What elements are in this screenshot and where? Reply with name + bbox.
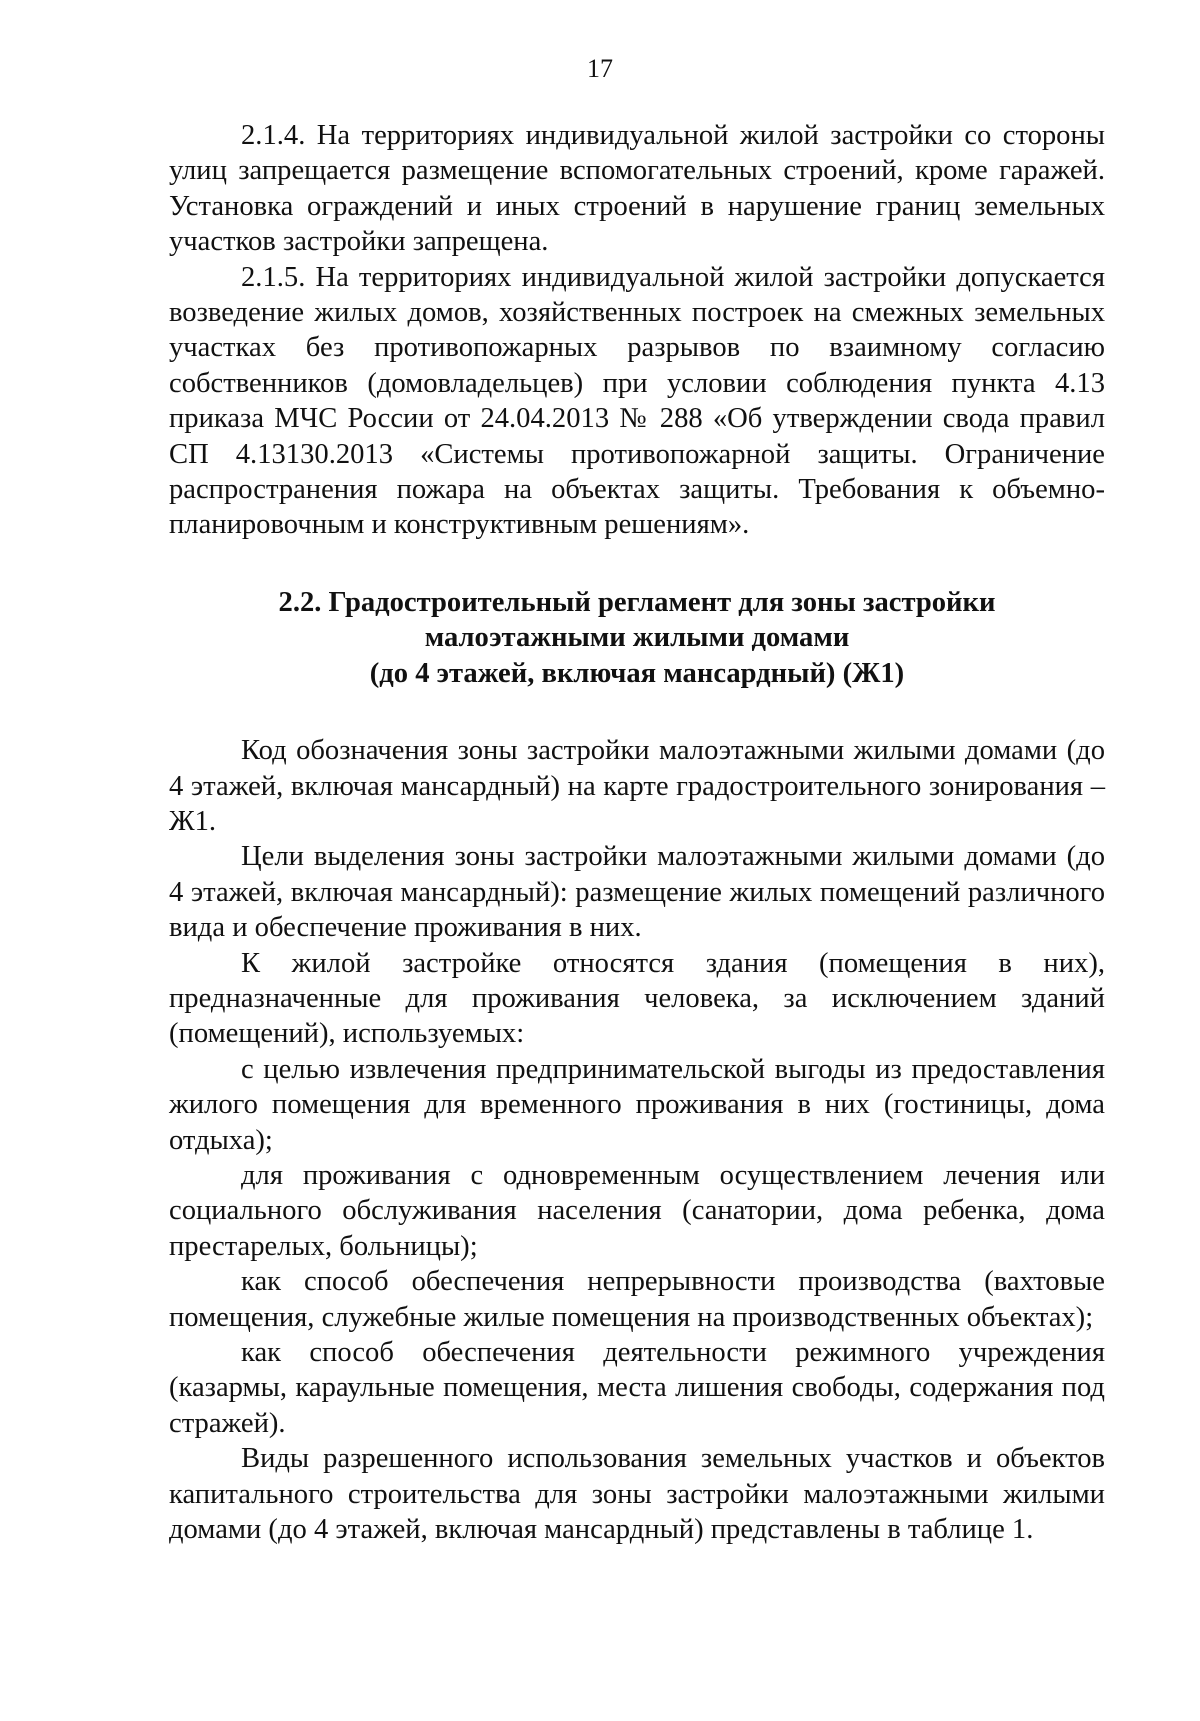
list-item-regime-institution: как способ обеспечения деятельности режимного учреждения (казармы, караульные помещения, места лишения свободы, содержания под стражей). <box>169 1337 1105 1439</box>
paragraph-permitted-use: Виды разрешенного использования земельных участков и объектов капитального строительства для зоны застройки малоэтажными жилыми домами (до 4 этажей, включая мансардный) представлены в таблице 1. <box>169 1443 1105 1546</box>
paragraph-residential-definition: К жилой застройке относятся здания (помещения в них), предназначенные для проживания человека, за исключением зданий (помещений), используемых: <box>169 947 1105 1050</box>
list-item-production: как способ обеспечения непрерывности производства (вахтовые помещения, служебные жилые помещения на производственных объектах); <box>169 1266 1105 1333</box>
paragraph-zone-code: Код обозначения зоны застройки малоэтажными жилыми домами (до 4 этажей, включая мансардный) на карте градостроительного зонирования – Ж1. <box>169 735 1105 837</box>
section-heading-line-2: малоэтажными жилыми домами <box>424 622 850 654</box>
section-heading-line-1: 2.2. Градостроительный регламент для зоны застройки <box>278 586 996 618</box>
section-heading-line-3: (до 4 этажей, включая мансардный) (Ж1) <box>369 657 905 689</box>
list-item-treatment: для проживания с одновременным осуществлением лечения или социального обслуживания населения (санатории, дома ребенка, дома престарелых, больницы); <box>169 1159 1105 1262</box>
list-item-profit: с целью извлечения предпринимательской выгоды из предоставления жилого помещения для временного проживания в них (гостиницы, дома отдыха); <box>169 1053 1105 1156</box>
paragraph-zone-goals: Цели выделения зоны застройки малоэтажными жилыми домами (до 4 этажей, включая мансардный): размещение жилых помещений различного вида и обеспечение проживания в них. <box>169 841 1105 944</box>
document-body <box>169 118 1105 1547</box>
page-number: 17 <box>587 54 613 83</box>
paragraph-2-1-4: 2.1.4. На территориях индивидуальной жилой застройки со стороны улиц запрещается размещение вспомогательных строений, кроме гаражей. Установка ограждений и иных строений в нарушение границ земельных участков застройки запрещена. <box>169 120 1105 258</box>
section-heading <box>169 585 1105 691</box>
paragraph-2-1-5: 2.1.5. На территориях индивидуальной жилой застройки допускается возведение жилых домов, хозяйственных построек на смежных земельных участках без противопожарных разрывов по взаимному согласию собственников (домовладельцев) при условии соблюдения пункта 4.13 приказа МЧС России от 24.04.2013 № 288 «Об утверждении свода правил СП 4.13130.2013 «Системы противопожарной защиты. Ограничение распространения пожара на объектах защиты. Требования к объемно-планировочным и конструктивным решениям». <box>169 261 1105 541</box>
